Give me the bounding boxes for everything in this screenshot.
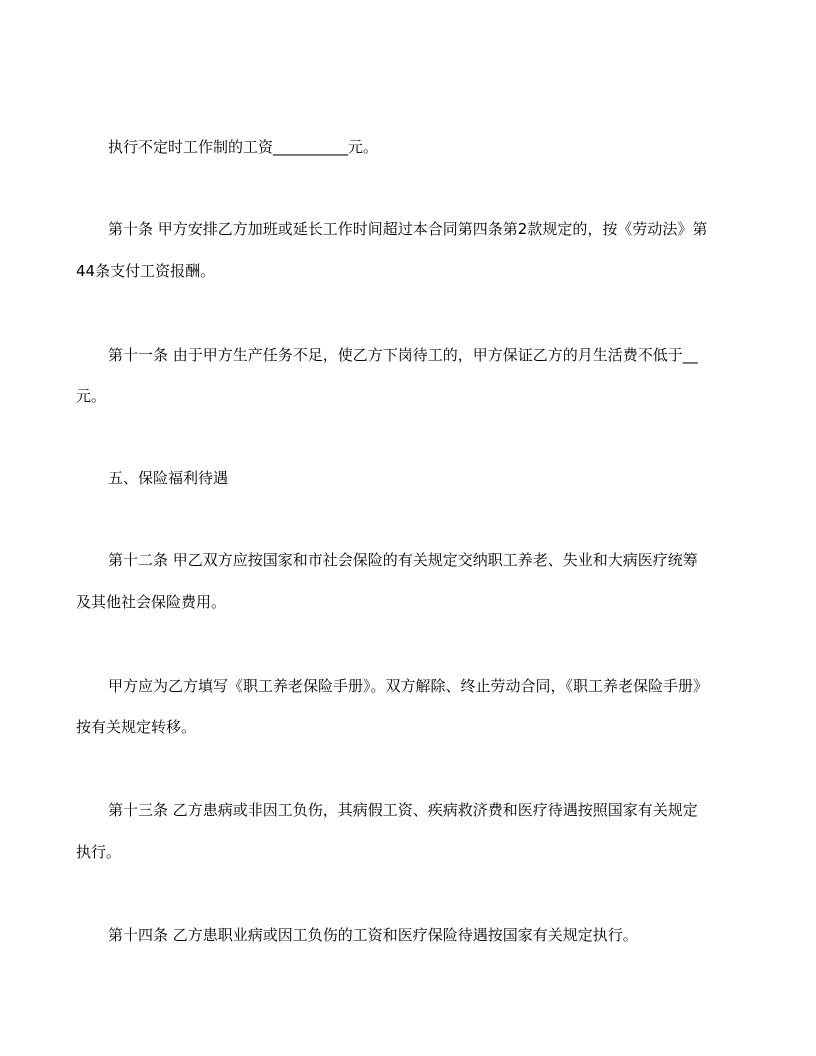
paragraph-article-10-line-2: 44条支付工资报酬。 xyxy=(76,262,216,280)
section-heading-insurance-welfare: 五、保险福利待遇 xyxy=(108,469,229,487)
paragraph-article-13-line-1: 第十三条 乙方患病或非因工负伤，其病假工资、疾病救济费和医疗待遇按照国家有关规定 xyxy=(108,801,698,819)
paragraph-pension-handbook-line-2: 按有关规定转移。 xyxy=(76,718,197,736)
paragraph-wage-flexible-line-1: 执行不定时工作制的工资__________元。 xyxy=(108,138,379,156)
paragraph-article-12-line-1: 第十二条 甲乙双方应按国家和市社会保险的有关规定交纳职工养老、失业和大病医疗统筹 xyxy=(108,551,698,569)
paragraph-article-14-line-1: 第十四条 乙方患职业病或因工负伤的工资和医疗保险待遇按国家有关规定执行。 xyxy=(108,926,638,944)
paragraph-article-13-line-2: 执行。 xyxy=(76,843,122,861)
paragraph-pension-handbook-line-1: 甲方应为乙方填写《职工养老保险手册》。双方解除、终止劳动合同，《职工养老保险手册》 xyxy=(108,677,709,695)
paragraph-article-10-line-1: 第十条 甲方安排乙方加班或延长工作时间超过本合同第四条第2款规定的，按《劳动法》第 xyxy=(108,220,708,238)
paragraph-article-12-line-2: 及其他社会保险费用。 xyxy=(76,593,227,611)
paragraph-article-11-line-2: 元。 xyxy=(76,387,107,405)
paragraph-article-11-line-1: 第十一条 由于甲方生产任务不足，使乙方下岗待工的，甲方保证乙方的月生活费不低于__ xyxy=(108,346,698,364)
